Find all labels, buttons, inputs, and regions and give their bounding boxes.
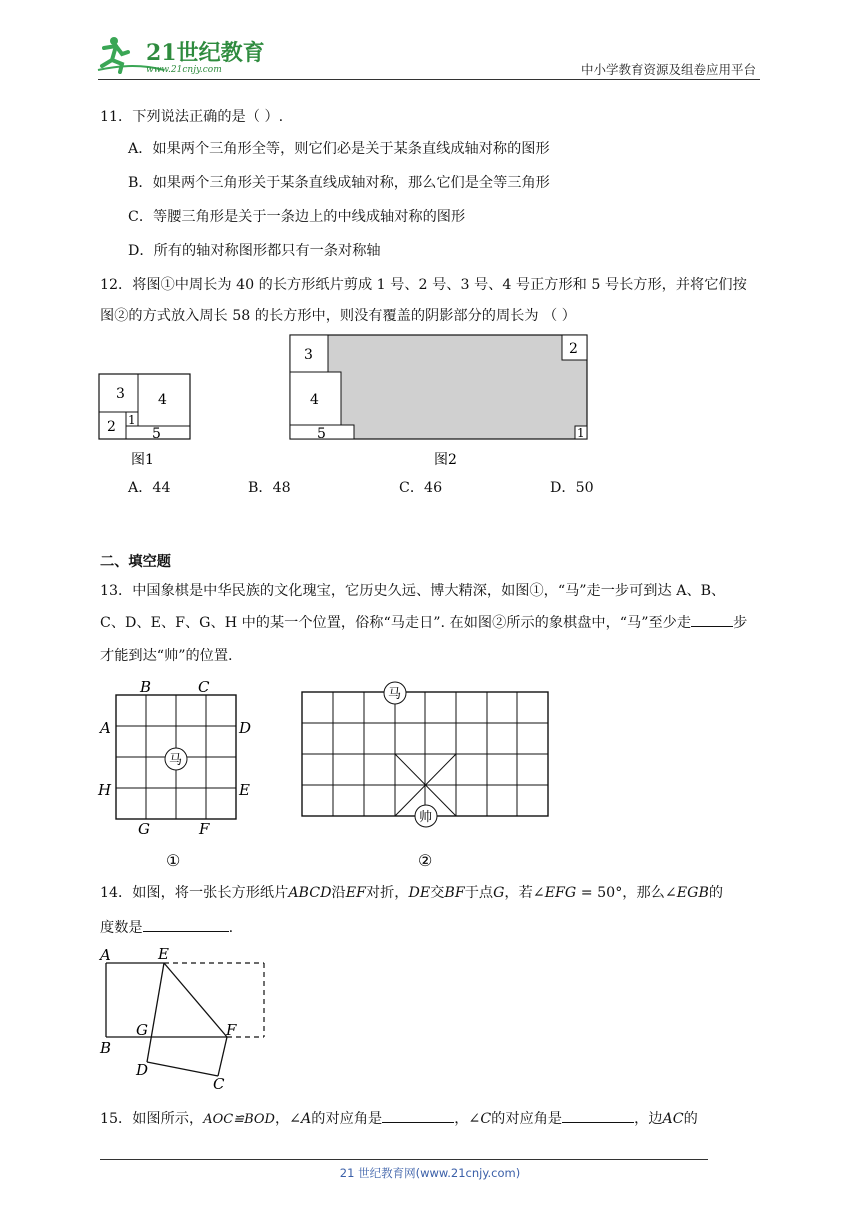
- q15-blank-angle-a[interactable]: [382, 1108, 454, 1123]
- q15-blank-angle-c[interactable]: [562, 1108, 634, 1123]
- q12-stem-line1: 12．将图①中周长为 40 的长方形纸片剪成 1 号、2 号、3 号、4 号正方形和 5 号长方形，并将它们按: [100, 277, 747, 293]
- q12-figure2: [290, 335, 587, 442]
- q11-option-c: C．等腰三角形是关于一条边上的中线成轴对称的图形: [128, 209, 466, 225]
- svg-text:B: B: [140, 678, 152, 696]
- q13-fig2-caption: ②: [418, 851, 433, 870]
- q12-figures: [96, 330, 596, 475]
- svg-text:C: C: [213, 1075, 225, 1093]
- svg-text:马: 马: [169, 753, 183, 768]
- q12-option-c: C．46: [399, 480, 443, 496]
- svg-text:3: 3: [116, 386, 125, 402]
- q11-option-d: D．所有的轴对称图形都只有一条对称轴: [128, 243, 381, 259]
- logo-text: 21世纪教育: [146, 40, 264, 66]
- q14-answer-blank[interactable]: [143, 917, 229, 932]
- svg-text:G: G: [136, 1021, 148, 1039]
- q12-option-d: D．50: [550, 480, 594, 496]
- logo-url: www.21cnjy.com: [146, 65, 222, 75]
- q14-stem-line2: 度数是 .: [100, 917, 233, 938]
- q12-figure1: [99, 374, 190, 442]
- svg-text:F: F: [226, 1021, 237, 1039]
- q13-fig1-caption: ①: [166, 851, 181, 870]
- svg-text:D: D: [239, 719, 252, 737]
- svg-text:2: 2: [569, 341, 578, 357]
- svg-text:2: 2: [107, 419, 116, 435]
- q12-option-a: A．44: [128, 480, 171, 496]
- svg-text:马: 马: [388, 687, 402, 702]
- q11-option-b: B．如果两个三角形关于某条直线成轴对称，那么它们是全等三角形: [128, 175, 550, 191]
- q13-stem-line1: 13．中国象棋是中华民族的文化瑰宝，它历史久远、博大精深，如图①，“马”走一步可到达 A、B、: [100, 583, 726, 599]
- q13-shuai-piece: [415, 805, 437, 827]
- header-divider: [98, 79, 760, 80]
- q13-stem-line2: C、D、E、F、G、H 中的某一个位置，俗称“马走日”. 在如图②所示的象棋盘中，“马”至少走 步: [100, 612, 747, 633]
- svg-text:帅: 帅: [419, 810, 433, 825]
- svg-text:1: 1: [128, 413, 136, 427]
- svg-text:H: H: [98, 781, 112, 799]
- q15-stem: 15．如图所示，AOC≌BOD，∠A的对应角是 ，∠C的对应角是 ，边AC的: [100, 1108, 698, 1130]
- svg-text:A: A: [100, 719, 111, 737]
- q13-ma-piece-fig1: [165, 748, 187, 770]
- q12-fig2-caption: 图2: [434, 452, 457, 468]
- svg-text:E: E: [158, 945, 169, 963]
- q12-fig1-caption: 图1: [131, 452, 154, 468]
- svg-text:4: 4: [310, 392, 319, 408]
- q13-figures: [96, 674, 566, 874]
- svg-text:5: 5: [152, 426, 161, 442]
- q13-stem-line3: 才能到达“帅”的位置.: [100, 648, 233, 664]
- svg-text:E: E: [239, 781, 250, 799]
- svg-text:C: C: [198, 678, 210, 696]
- svg-text:A: A: [100, 946, 111, 964]
- footer-divider: [100, 1159, 708, 1160]
- svg-text:1: 1: [577, 426, 585, 440]
- svg-text:5: 5: [317, 426, 326, 442]
- svg-text:D: D: [136, 1061, 149, 1079]
- q13-answer-blank[interactable]: [691, 612, 733, 627]
- q13-ma-piece-fig2: [384, 682, 406, 704]
- q11-stem: 11．下列说法正确的是（ ）.: [100, 109, 284, 125]
- q13-figure2-board: [302, 692, 548, 816]
- q14-stem-line1: 14．如图，将一张长方形纸片ABCD沿EF对折，DE交BF于点G，若∠EFG = 50°，那么∠EGB的: [100, 885, 724, 901]
- svg-text:3: 3: [304, 347, 313, 363]
- svg-text:4: 4: [158, 392, 167, 408]
- footer-link[interactable]: 21 世纪教育网(www.21cnjy.com): [339, 1166, 521, 1180]
- svg-text:G: G: [138, 820, 150, 838]
- q14-figure: [96, 943, 276, 1093]
- section-fill-blank-title: 二、填空题: [100, 554, 171, 570]
- svg-text:B: B: [100, 1039, 112, 1057]
- site-logo: [94, 32, 264, 76]
- header-platform-name: 中小学教育资源及组卷应用平台: [580, 62, 756, 77]
- q11-option-a: A．如果两个三角形全等，则它们必是关于某条直线成轴对称的图形: [128, 141, 550, 157]
- q12-stem-line2: 图②的方式放入周长 58 的长方形中，则没有覆盖的阴影部分的周长为 （ ）: [100, 308, 576, 324]
- svg-text:F: F: [199, 820, 210, 838]
- q12-option-b: B．48: [248, 480, 291, 496]
